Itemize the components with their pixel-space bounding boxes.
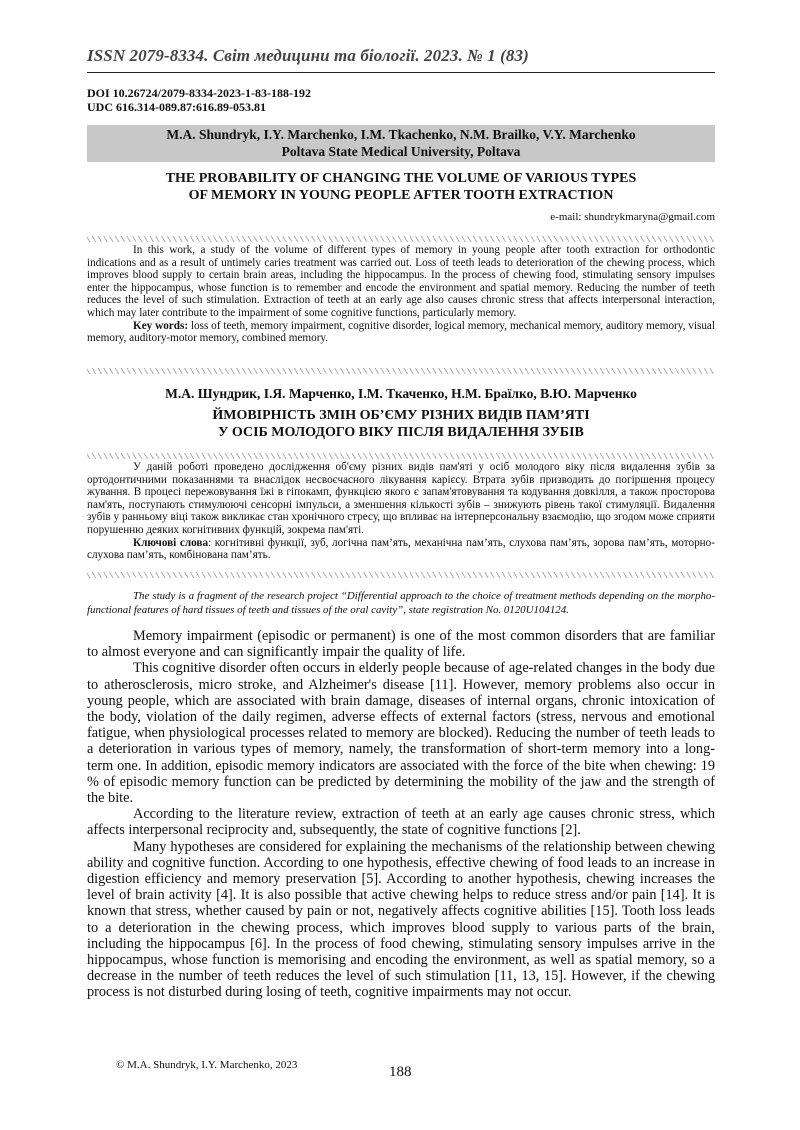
divider — [87, 368, 715, 374]
paragraph: This cognitive disorder often occurs in elderly people because of age-related changes in the body due to atherosclerosis, micro stroke, and Alzheimer's disease [11]. However, memory problems also occur in young people, which are associated with brain damage, diseases of internal organs, chronic intoxication of the body, violation of the daily regimen, adverse effects of external factors (stress, nervous and emotional fatigue, when physiological processes related to memory are blocked). Reducing the number of teeth leads to a deterioration in various types of memory, namely, the transformation of short-term memory into a long-term one. In addition, episodic memory indicators are associated with the force of the bite when chewing: 19 % of episodic memory function can be predicted by determining the mobility of the jaw and the strength of the bite. — [87, 660, 715, 807]
title-en — [87, 170, 715, 204]
keywords-text: loss of teeth, memory impairment, cognitive disorder, logical memory, mechanical memory, auditory memory, visual memory, auditory-motor memory, combined memory. — [87, 319, 716, 345]
title-en-line: OF MEMORY IN YOUNG PEOPLE AFTER TOOTH EXTRACTION — [188, 188, 614, 203]
page-number: 188 — [389, 1064, 412, 1080]
paragraph: Memory impairment (episodic or permanent) is one of the most common disorders that are familiar to almost everyone and can significantly impair the quality of life. — [87, 628, 715, 661]
keywords-label: Key words: — [133, 319, 189, 332]
copyright: © M.A. Shundryk, I.Y. Marchenko, 2023 — [116, 1059, 298, 1071]
abstract-ua — [87, 461, 715, 562]
keywords-en — [87, 320, 715, 345]
authors-en: M.A. Shundryk, I.Y. Marchenko, I.M. Tkachenko, N.M. Brailko, V.Y. Marchenko — [166, 127, 636, 142]
title-ua — [87, 407, 715, 441]
journal-header: ISSN 2079-8334. Світ медицини та біології. 2023. № 1 (83) — [87, 46, 715, 73]
divider — [87, 453, 715, 459]
keywords-label: Ключові слова — [133, 536, 209, 549]
affiliation: Poltava State Medical University, Poltava — [281, 144, 521, 159]
udc: UDC 616.314-089.87:616.89-053.81 — [87, 100, 266, 114]
divider — [87, 572, 715, 578]
funding-text: The study is a fragment of the research project “Differential approach to the choice of treatment methods depending on the morpho-functional features of hard tissues of teeth and tissues of the oral cavity”, state registration No. 0120U104124. — [87, 590, 715, 616]
paragraph: According to the literature review, extraction of teeth at an early age causes chronic stress, which affects interpersonal reciprocity and, subsequently, the state of cognitive functions [2]. — [87, 806, 715, 839]
title-ua-line: ЙМОВІРНІСТЬ ЗМІН ОБ’ЄМУ РІЗНИХ ВИДІВ ПАМ’ЯТІ — [212, 408, 590, 423]
identifiers — [87, 86, 311, 114]
keywords-ua — [87, 537, 715, 562]
divider — [87, 236, 715, 242]
title-en-line: THE PROBABILITY OF CHANGING THE VOLUME OF VARIOUS TYPES — [165, 171, 637, 186]
author-band — [87, 125, 715, 162]
email: e-mail: shundrykmaryna@gmail.com — [550, 211, 715, 223]
title-ua-line: У ОСІБ МОЛОДОГО ВІКУ ПІСЛЯ ВИДАЛЕННЯ ЗУБІВ — [218, 425, 584, 440]
body-text — [87, 628, 715, 1001]
authors-ua: М.А. Шундрик, І.Я. Марченко, І.М. Ткаченко, Н.М. Браїлко, В.Ю. Марченко — [165, 386, 637, 401]
keywords-text: : когнітивні функції, зуб, логічна пам’ять, механічна пам’ять, слухова пам’ять, зорова пам’ять, моторно-слухова пам’ять, комбінована пам’ять. — [87, 536, 715, 562]
abstract-en-text: In this work, a study of the volume of different types of memory in young people after tooth extraction for orthodontic indications and as a result of untimely caries treatment was carried out. Loss of teeth leads to deterioration of the chewing process, which improves blood supply to certain brain areas, including the hippocampus. In the process of chewing food, stimulating sensory impulses enter the hippocampus, whose function is to remember and encode the environment and spatial memory. Reducing the number of teeth reduces the level of such stimulation. Extraction of teeth at an early age also causes chronic stress that affects interpersonal interaction, which may later contribute to the impairment of some cognitive functions, particularly memory. — [87, 244, 715, 319]
paragraph: Many hypotheses are considered for explaining the mechanisms of the relationship between chewing ability and cognitive function. According to one hypothesis, effective chewing of food leads to an increase in digestion efficiency and memory preservation [5]. According to another hypothesis, chewing increases the level of brain activity [4]. It is also possible that active chewing helps to reduce stress and/or pain [14]. It is known that stress, whether caused by pain or not, negatively affects cognitive abilities [15]. Tooth loss leads to a deterioration in the chewing process, which improves blood supply to various parts of the brain, including the hippocampus [6]. In the process of food chewing, stimulating sensory impulses arrive in the hippocampus, whose function is memorising and encoding the environment, as well as spatial memory, so a decrease in the number of teeth reduces the level of such stimulation [11, 13, 15]. However, if the chewing process is not disturbed during losing of teeth, cognitive impairments may not occur. — [87, 838, 715, 1001]
abstract-ua-text: У даній роботі проведено дослідження об'єму різних видів пам'яті у осіб молодого віку після видалення зубів за ортодонтичними показаннями та внаслідок несвоєчасного лікування карієсу. Втрата зубів призводить до погіршення процесу жування. В процесі пережовування їжі в гіпокамп, функцією якого є запам'ятовування та кодування довкілля, а також просторова пам'ять, поступають стимулюючі сенсорні імпульси, а зменшення кількості зубів – знижують рівень такої стимуляції. Видалення зубів у ранньому віці також викликає стан хронічного стресу, що впливає на інтерперсональну взаємодію, що згодом може сприяти порушенню деяких когнітивних функцій, зокрема пам'яті. — [87, 461, 715, 536]
abstract-en — [87, 244, 715, 345]
funding-note — [87, 590, 715, 617]
doi: DOI 10.26724/2079-8334-2023-1-83-188-192 — [87, 86, 311, 100]
